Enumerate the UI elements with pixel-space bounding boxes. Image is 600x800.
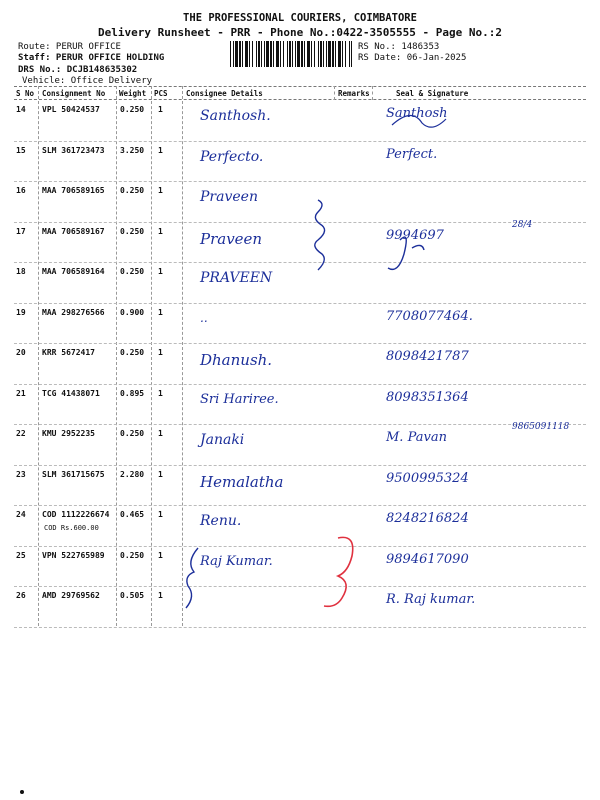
row-weight: 2.280 <box>120 469 145 479</box>
row-sno: 18 <box>16 267 26 276</box>
handwritten-consignee: Sri Hariree. <box>200 391 279 407</box>
row-pcs: 1 <box>158 186 163 195</box>
row-consignment: KMU 2952235 <box>42 429 95 438</box>
handwritten-consignee: PRAVEEN <box>200 270 273 286</box>
row-consignment: VPL 50424537 <box>42 105 100 114</box>
row-consignment: KRR 5672417 <box>42 348 95 357</box>
handwritten-consignee: Renu. <box>200 513 242 529</box>
row-consignment: COD 1112226674 <box>42 510 110 519</box>
handwritten-extra: 28/4 <box>512 219 533 230</box>
row-weight: 3.250 <box>120 145 145 155</box>
row-pcs: 1 <box>158 348 163 357</box>
row-sno: 22 <box>16 429 26 438</box>
row-sno: 16 <box>16 186 26 195</box>
col-seal: Seal & Signature <box>396 89 469 98</box>
handwritten-signature: Perfect. <box>386 146 438 162</box>
row-weight: 0.250 <box>120 429 145 438</box>
handwritten-consignee: Praveen <box>200 229 263 248</box>
row-weight: 0.505 <box>120 591 145 600</box>
handwritten-signature: Santhosh <box>386 106 448 121</box>
handwritten-consignee: Hemalatha <box>200 472 284 491</box>
row-weight: 0.900 <box>120 307 145 317</box>
col-consignee: Consignee Details <box>186 89 263 98</box>
row-pcs: 1 <box>158 550 163 560</box>
page-dot <box>20 790 24 794</box>
col-sno: S No <box>16 89 35 98</box>
row-consignment: AMD 29769562 <box>42 591 100 600</box>
row-weight: 0.250 <box>120 186 145 195</box>
runsheet-subtitle: Delivery Runsheet - PRR - Phone No.:0422-3505555 - Page No.:2 <box>98 26 502 39</box>
vehicle-label: Vehicle: Office Delivery <box>22 76 153 86</box>
row-sno: 17 <box>16 226 26 236</box>
handwritten-signature: 8098351364 <box>386 389 469 405</box>
row-sno: 14 <box>16 105 26 114</box>
rs-number: RS No.: 1486353 <box>358 42 440 52</box>
handwritten-consignee: .. <box>200 310 208 325</box>
row-sno: 20 <box>16 348 26 357</box>
row-consignment: TCG 41438071 <box>42 388 100 398</box>
row-consignment: SLM 361723473 <box>42 145 105 155</box>
route-label: Route: PERUR OFFICE <box>18 42 121 52</box>
company-title: THE PROFESSIONAL COURIERS, COIMBATORE <box>183 12 417 24</box>
row-pcs: 1 <box>158 105 163 114</box>
row-weight: 0.250 <box>120 348 145 357</box>
row-consignment: MAA 706589165 <box>42 186 105 195</box>
rs-date: RS Date: 06-Jan-2025 <box>358 53 467 63</box>
row-sno: 15 <box>16 145 26 155</box>
row-consignment: MAA 298276566 <box>42 307 105 317</box>
row-sno: 21 <box>16 388 26 398</box>
handwritten-signature: 9894617090 <box>386 551 469 567</box>
handwritten-extra: 9865091118 <box>512 422 570 432</box>
row-pcs: 1 <box>158 145 163 155</box>
row-pcs: 1 <box>158 469 163 479</box>
row-weight: 0.250 <box>120 267 145 276</box>
row-weight: 0.895 <box>120 388 145 398</box>
row-pcs: 1 <box>158 510 163 519</box>
handwritten-signature: 8248216824 <box>386 511 469 526</box>
staff-label: Staff: PERUR OFFICE HOLDING <box>18 53 165 63</box>
col-pcs: PCS <box>154 89 168 98</box>
row-sno: 25 <box>16 550 26 560</box>
row-sno: 24 <box>16 510 26 519</box>
handwritten-consignee: Santhosh. <box>200 108 271 124</box>
handwritten-consignee: Raj Kumar. <box>200 553 273 569</box>
row-pcs: 1 <box>158 226 163 236</box>
handwritten-consignee: Janaki <box>200 432 245 448</box>
handwritten-signature: 7708077464. <box>386 308 473 324</box>
handwritten-consignee: Perfecto. <box>200 148 264 165</box>
row-consignment: SLM 361715675 <box>42 469 105 479</box>
row-pcs: 1 <box>158 388 163 398</box>
row-consignment: MAA 706589164 <box>42 267 105 276</box>
handwritten-consignee: Praveen <box>200 189 258 205</box>
row-weight: 0.250 <box>120 226 145 236</box>
row-weight: 0.250 <box>120 550 145 560</box>
handwritten-signature: 9500995324 <box>386 470 469 486</box>
row-consignment: MAA 706589167 <box>42 226 105 236</box>
handwritten-signature: 8098421787 <box>386 349 469 364</box>
row-pcs: 1 <box>158 591 163 600</box>
drs-label: DRS No.: DCJB148635302 <box>18 65 138 75</box>
handwritten-consignee: Dhanush. <box>200 351 273 369</box>
row-sno: 23 <box>16 469 26 479</box>
row-pcs: 1 <box>158 307 163 317</box>
row-sno: 26 <box>16 591 26 600</box>
handwritten-signature: M. Pavan <box>386 430 447 445</box>
row-pcs: 1 <box>158 267 163 276</box>
col-remarks: Remarks <box>338 89 370 98</box>
row-cod-amount: COD Rs.600.00 <box>44 524 99 532</box>
col-consignment: Consignment No <box>42 89 106 98</box>
handwritten-signature: R. Raj kumar. <box>386 592 476 607</box>
row-weight: 0.465 <box>120 510 145 519</box>
col-weight: Weight <box>119 89 147 98</box>
row-consignment: VPN 522765989 <box>42 550 105 560</box>
row-weight: 0.250 <box>120 105 145 114</box>
row-pcs: 1 <box>158 429 163 438</box>
handwritten-signature: 9994697 <box>386 227 444 243</box>
row-sno: 19 <box>16 307 26 317</box>
